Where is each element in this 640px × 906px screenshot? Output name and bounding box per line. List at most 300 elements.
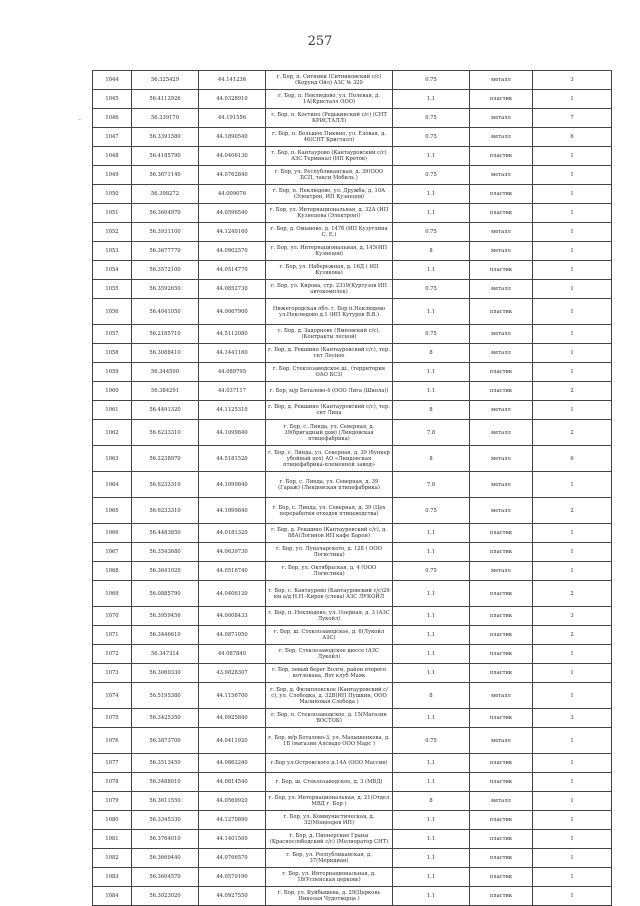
- container-count-cell: 1: [533, 344, 612, 363]
- address-cell: г. Бор, ш. Стеклозаводское, д. 3 (МВД): [266, 773, 393, 792]
- table-row: [93, 626, 612, 645]
- table-row: [93, 90, 612, 109]
- container-material-cell: металл: [470, 401, 533, 420]
- container-material-cell: пластик: [470, 382, 533, 401]
- container-material-cell: пластик: [470, 645, 533, 664]
- address-cell: г. Бор, д. Пионерские Граны (Краснослободский с/с) (Мелиоратор СНТ): [266, 830, 393, 849]
- latitude-cell: 56.4041050: [132, 299, 199, 325]
- address-cell: г. Бор, с. Линда, ул. Северная, д. 39 (Цех переработки отходов птицеводства): [266, 498, 393, 524]
- container-material-cell: пластик: [470, 185, 533, 204]
- table-row: [93, 607, 612, 626]
- container-volume-cell: 8: [393, 401, 470, 420]
- latitude-cell: 56.6233310: [132, 498, 199, 524]
- latitude-cell: 56.2185710: [132, 325, 199, 344]
- row-number: 1063: [93, 446, 132, 472]
- latitude-cell: 56.384291: [132, 382, 199, 401]
- latitude-cell: 56.3345330: [132, 811, 199, 830]
- container-material-cell: металл: [470, 472, 533, 498]
- row-number: 1052: [93, 223, 132, 242]
- table-row: [93, 242, 612, 261]
- row-number: 1055: [93, 280, 132, 299]
- address-cell: г. Бор, ш. Стеклозаводское, д. 6(Лукойл АЗС): [266, 626, 393, 645]
- container-volume-cell: 0.75: [393, 498, 470, 524]
- container-volume-cell: 0.75: [393, 128, 470, 147]
- address-cell: г. Бор, ул. Республиканская, д. 37(Меридиан): [266, 849, 393, 868]
- row-number: 1066: [93, 524, 132, 543]
- container-volume-cell: 1.1: [393, 524, 470, 543]
- address-cell: г. Бор, п. Неклюдово, ул. Озерная, д. 3 (АЗС Лукойл): [266, 607, 393, 626]
- address-cell: г. Бор, п. Большое Пикино, ул. Еловая, д. 46(СНТ Кристалл): [266, 128, 393, 147]
- table-row: [93, 344, 612, 363]
- container-count-cell: 1: [533, 830, 612, 849]
- container-material-cell: металл: [470, 562, 533, 581]
- row-number: 1050: [93, 185, 132, 204]
- table-row: [93, 363, 612, 382]
- row-number: 1048: [93, 147, 132, 166]
- container-material-cell: пластик: [470, 811, 533, 830]
- address-cell: г. Бор, д. Филипповское (Кантауровский с/с), ул. Слободка, д. 32В(ИП Пушкин, ООО Малиновая Слобода ): [266, 683, 393, 709]
- row-number: 1072: [93, 645, 132, 664]
- address-cell: Нижегородская обл. г. Бор п.Неклюдово ул.Неклюдово д.1 (ИП Кутуров В.В.): [266, 299, 393, 325]
- longitude-cell: 44.0862240: [199, 754, 266, 773]
- latitude-cell: 56.4112926: [132, 90, 199, 109]
- latitude-cell: 56.344500: [132, 363, 199, 382]
- longitude-cell: 44.0902570: [199, 242, 266, 261]
- longitude-cell: 44.0008433: [199, 607, 266, 626]
- container-count-cell: 1: [533, 90, 612, 109]
- longitude-cell: 44.0516740: [199, 562, 266, 581]
- longitude-cell: 44.0871050: [199, 626, 266, 645]
- longitude-cell: 44.191556: [199, 109, 266, 128]
- container-material-cell: пластик: [470, 524, 533, 543]
- row-number: 1062: [93, 420, 132, 446]
- table-row: [93, 128, 612, 147]
- container-material-cell: металл: [470, 325, 533, 344]
- container-volume-cell: 1.1: [393, 261, 470, 280]
- address-cell: г. Бор, д. Рекшино (Кантауровский с/с), тер. снт Лица: [266, 401, 393, 420]
- container-count-cell: 1: [533, 868, 612, 887]
- container-material-cell: металл: [470, 109, 533, 128]
- row-number: 1044: [93, 71, 132, 90]
- row-number: 1068: [93, 562, 132, 581]
- container-volume-cell: 1.1: [393, 299, 470, 325]
- address-cell: г. Бор, ул. Республиканская, д. 39(ООО БСП, такси Мобиль ): [266, 166, 393, 185]
- container-volume-cell: 8: [393, 683, 470, 709]
- container-count-cell: 1: [533, 754, 612, 773]
- latitude-cell: 56.3088410: [132, 344, 199, 363]
- latitude-cell: 56.3391580: [132, 128, 199, 147]
- address-cell: г. Бор, с. Линда, ул. Северная, д. 39 (Гараж) (Линдовская птицефабрика): [266, 472, 393, 498]
- longitude-cell: 44.1270890: [199, 811, 266, 830]
- container-material-cell: пластик: [470, 363, 533, 382]
- table-row: [93, 811, 612, 830]
- address-cell: г. Бор, д. Задорнове (Ямновский с/с), (Контракты лесной): [266, 325, 393, 344]
- container-material-cell: пластик: [470, 709, 533, 728]
- latitude-cell: 56.5195380: [132, 683, 199, 709]
- latitude-cell: 56.3069330: [132, 664, 199, 683]
- table-row: [93, 849, 612, 868]
- longitude-cell: 44.0406120: [199, 581, 266, 607]
- row-number: 1067: [93, 543, 132, 562]
- container-volume-cell: 1.1: [393, 664, 470, 683]
- longitude-cell: 44.0766570: [199, 849, 266, 868]
- address-cell: г. Бор, с. Линда, ул. Северная, д. 39(бригадный дом) (Линдовская птицефабрика): [266, 420, 393, 446]
- container-material-cell: пластик: [470, 626, 533, 645]
- address-cell: г. Бор, д. Рекшино (Кантауровский с/с), д. 88А(Логинов ИП кафе Барон): [266, 524, 393, 543]
- container-count-cell: 1: [533, 242, 612, 261]
- table-row: [93, 420, 612, 446]
- latitude-cell: 56.339170: [132, 109, 199, 128]
- table-row: [93, 664, 612, 683]
- row-number: 1076: [93, 728, 132, 754]
- container-material-cell: пластик: [470, 543, 533, 562]
- latitude-cell: 56.3488010: [132, 773, 199, 792]
- container-count-cell: 1: [533, 645, 612, 664]
- registry-table: [92, 70, 612, 906]
- container-volume-cell: 0.75: [393, 166, 470, 185]
- container-volume-cell: 1.1: [393, 754, 470, 773]
- row-number: 1080: [93, 811, 132, 830]
- address-cell: г. Бор, п. Костино (Редькинский с/с) (СНТ КРИСТАЛЛ): [266, 109, 393, 128]
- container-count-cell: 6: [533, 446, 612, 472]
- row-number: 1051: [93, 204, 132, 223]
- table-row: [93, 147, 612, 166]
- address-cell: г. Бор, ул. Набережная, д. 16Д ( ИП Кузякова): [266, 261, 393, 280]
- container-volume-cell: 0.75: [393, 280, 470, 299]
- row-number: 1077: [93, 754, 132, 773]
- latitude-cell: 56.4185790: [132, 147, 199, 166]
- container-volume-cell: 1.1: [393, 90, 470, 109]
- address-cell: г. Бор, ул. Интернациональная, д. 18(Успенская церковь): [266, 868, 393, 887]
- table-row: [93, 299, 612, 325]
- row-number: 1083: [93, 868, 132, 887]
- container-material-cell: пластик: [470, 830, 533, 849]
- latitude-cell: 56.3873700: [132, 728, 199, 754]
- table-row: [93, 498, 612, 524]
- longitude-cell: 44.0569920: [199, 792, 266, 811]
- container-volume-cell: 0.75: [393, 109, 470, 128]
- longitude-cell: 44.1125310: [199, 401, 266, 420]
- container-count-cell: 2: [533, 581, 612, 607]
- container-count-cell: 1: [533, 773, 612, 792]
- latitude-cell: 56.3669440: [132, 849, 199, 868]
- table-row: [93, 728, 612, 754]
- latitude-cell: 56.6233310: [132, 420, 199, 446]
- container-material-cell: пластик: [470, 887, 533, 906]
- container-count-cell: 1: [533, 261, 612, 280]
- longitude-cell: 44.1099840: [199, 498, 266, 524]
- container-volume-cell: 1.1: [393, 887, 470, 906]
- table-row: [93, 204, 612, 223]
- address-cell: г. Бор, ул. Интернациональная, д. 21(Отдел МВД г. Бор ): [266, 792, 393, 811]
- container-count-cell: 1: [533, 472, 612, 498]
- latitude-cell: 56.4483850: [132, 524, 199, 543]
- container-count-cell: 1: [533, 363, 612, 382]
- latitude-cell: 56.3604570: [132, 868, 199, 887]
- longitude-cell: 44.1099840: [199, 420, 266, 446]
- container-material-cell: металл: [470, 683, 533, 709]
- container-volume-cell: 0.75: [393, 562, 470, 581]
- container-material-cell: пластик: [470, 147, 533, 166]
- container-material-cell: металл: [470, 71, 533, 90]
- container-material-cell: металл: [470, 344, 533, 363]
- address-cell: г. Бор, м/р Боталово-4 (ООО Лига (Школа)): [266, 382, 393, 401]
- container-count-cell: 2: [533, 420, 612, 446]
- table-row: [93, 709, 612, 728]
- row-number: 1047: [93, 128, 132, 147]
- page-number: 257: [307, 34, 333, 49]
- container-count-cell: 1: [533, 849, 612, 868]
- container-material-cell: металл: [470, 128, 533, 147]
- address-cell: г. Бор, п. Кантаурово (Кантауровский с/с) АЗС Терминал (ИП Кротов): [266, 147, 393, 166]
- container-count-cell: 1: [533, 166, 612, 185]
- container-volume-cell: 1.1: [393, 811, 470, 830]
- container-volume-cell: 7.8: [393, 472, 470, 498]
- table-row: [93, 185, 612, 204]
- registry-table-body: [93, 71, 612, 906]
- container-count-cell: 1: [533, 524, 612, 543]
- table-row: [93, 280, 612, 299]
- address-cell: г. Бор, ул. Октябрьская, д. 4 (ООО Логистика): [266, 562, 393, 581]
- longitude-cell: 44.087840: [199, 645, 266, 664]
- container-volume-cell: 1.1: [393, 147, 470, 166]
- container-count-cell: 3: [533, 709, 612, 728]
- container-volume-cell: 1.1: [393, 626, 470, 645]
- row-number: 1054: [93, 261, 132, 280]
- longitude-cell: 44.0328910: [199, 90, 266, 109]
- container-count-cell: 1: [533, 887, 612, 906]
- row-number: 1057: [93, 325, 132, 344]
- row-number: 1069: [93, 581, 132, 607]
- table-row: [93, 401, 612, 420]
- table-row: [93, 645, 612, 664]
- container-count-cell: 1: [533, 683, 612, 709]
- container-count-cell: 2: [533, 626, 612, 645]
- container-volume-cell: 1.1: [393, 709, 470, 728]
- longitude-cell: 44.0181320: [199, 524, 266, 543]
- row-number: 1049: [93, 166, 132, 185]
- address-cell: г. Бор, ул. Интернациональная, д. 145(ИП Кузнецов): [266, 242, 393, 261]
- row-number: 1045: [93, 90, 132, 109]
- longitude-cell: 44.037117: [199, 382, 266, 401]
- latitude-cell: 56.4491320: [132, 401, 199, 420]
- container-volume-cell: 1.1: [393, 868, 470, 887]
- address-cell: г. Бор, ул. Интернациональная, д. 32А (ИП Кузнецова (Электрон)): [266, 204, 393, 223]
- table-row: [93, 683, 612, 709]
- container-count-cell: 1: [533, 185, 612, 204]
- row-number: 1071: [93, 626, 132, 645]
- longitude-cell: 44.5181520: [199, 446, 266, 472]
- latitude-cell: 56.3677770: [132, 242, 199, 261]
- container-volume-cell: 1.1: [393, 607, 470, 626]
- container-volume-cell: 1.1: [393, 382, 470, 401]
- latitude-cell: 56.325429: [132, 71, 199, 90]
- table-row: [93, 581, 612, 607]
- latitude-cell: 56.3543680: [132, 543, 199, 562]
- latitude-cell: 56.3959456: [132, 607, 199, 626]
- container-material-cell: металл: [470, 728, 533, 754]
- container-count-cell: 1: [533, 325, 612, 344]
- longitude-cell: 44.0570190: [199, 868, 266, 887]
- longitude-cell: 44.1240160: [199, 223, 266, 242]
- container-count-cell: 7: [533, 109, 612, 128]
- latitude-cell: 56.3572100: [132, 261, 199, 280]
- latitude-cell: 56.3671140: [132, 166, 199, 185]
- container-count-cell: 1: [533, 562, 612, 581]
- table-row: [93, 382, 612, 401]
- longitude-cell: 44.089795: [199, 363, 266, 382]
- table-row: [93, 754, 612, 773]
- row-number: 1058: [93, 344, 132, 363]
- address-cell: г. Бор, ул. Куйбышева, д. 29(Церковь Николая Чудотворца ): [266, 887, 393, 906]
- container-volume-cell: 8: [393, 446, 470, 472]
- address-cell: г.Бор ул.Островского д.14А (ООО Массив): [266, 754, 393, 773]
- container-volume-cell: 1.1: [393, 773, 470, 792]
- address-cell: г. Бор, Стеклозаводское ш., (территория ОАО БСЗ): [266, 363, 393, 382]
- latitude-cell: 56.3513450: [132, 754, 199, 773]
- latitude-cell: 56.3604970: [132, 204, 199, 223]
- container-volume-cell: 8: [393, 242, 470, 261]
- table-row: [93, 830, 612, 849]
- container-count-cell: 1: [533, 223, 612, 242]
- address-cell: г. Бор, п. Стеклозаводское, д. 15(Магазин ВОСТОК): [266, 709, 393, 728]
- longitude-cell: 44.1401500: [199, 830, 266, 849]
- latitude-cell: 56.2238970: [132, 446, 199, 472]
- container-material-cell: пластик: [470, 849, 533, 868]
- table-row: [93, 792, 612, 811]
- latitude-cell: 56.0885790: [132, 581, 199, 607]
- container-count-cell: 1: [533, 811, 612, 830]
- container-volume-cell: 8: [393, 344, 470, 363]
- container-volume-cell: 1.1: [393, 645, 470, 664]
- container-count-cell: 1: [533, 728, 612, 754]
- container-material-cell: пластик: [470, 607, 533, 626]
- latitude-cell: 56.3611550: [132, 792, 199, 811]
- row-number: 1060: [93, 382, 132, 401]
- container-count-cell: 1: [533, 664, 612, 683]
- container-volume-cell: 1.1: [393, 830, 470, 849]
- row-number: 1059: [93, 363, 132, 382]
- container-count-cell: 1: [533, 792, 612, 811]
- container-material-cell: металл: [470, 280, 533, 299]
- row-number: 1074: [93, 683, 132, 709]
- address-cell: г. Бор, ул. Кирова, стр. 2319(Куртузов ИП автокомплек): [266, 280, 393, 299]
- address-cell: г. Бор, м/р Боталово-3, ул. Малышенкова, д. 1Б (магазин Алсвадо ООО Марс ): [266, 728, 393, 754]
- address-cell: г. Бор, п. Неклюдово, ул. Полевая, д. 1А(Кристалл ООО): [266, 90, 393, 109]
- row-number: 1081: [93, 830, 132, 849]
- table-row: [93, 543, 612, 562]
- container-material-cell: металл: [470, 792, 533, 811]
- address-cell: г. Бор, д. Омыново, д. 147б (ИП Кузуглина С. Е.): [266, 223, 393, 242]
- latitude-cell: 56.3641020: [132, 562, 199, 581]
- longitude-cell: 44.0411920: [199, 728, 266, 754]
- row-number: 1065: [93, 498, 132, 524]
- row-number: 1070: [93, 607, 132, 626]
- longitude-cell: 44.0596540: [199, 204, 266, 223]
- longitude-cell: 44.0514770: [199, 261, 266, 280]
- table-row: [93, 109, 612, 128]
- latitude-cell: 56.3592650: [132, 280, 199, 299]
- latitude-cell: 56.347314: [132, 645, 199, 664]
- latitude-cell: 56.398272: [132, 185, 199, 204]
- row-number: 1056: [93, 299, 132, 325]
- longitude-cell: 43.9828307: [199, 664, 266, 683]
- latitude-cell: 56.3425350: [132, 709, 199, 728]
- container-material-cell: пластик: [470, 299, 533, 325]
- table-row: [93, 472, 612, 498]
- container-count-cell: 1: [533, 280, 612, 299]
- table-row: [93, 166, 612, 185]
- container-material-cell: металл: [470, 446, 533, 472]
- row-number: 1082: [93, 849, 132, 868]
- longitude-cell: 44.0814540: [199, 773, 266, 792]
- table-row: [93, 868, 612, 887]
- latitude-cell: 56.3931100: [132, 223, 199, 242]
- row-number: 1084: [93, 887, 132, 906]
- container-material-cell: пластик: [470, 204, 533, 223]
- row-number: 1064: [93, 472, 132, 498]
- table-row: [93, 71, 612, 90]
- longitude-cell: 44.1890540: [199, 128, 266, 147]
- container-volume-cell: 1.1: [393, 543, 470, 562]
- container-material-cell: металл: [470, 498, 533, 524]
- longitude-cell: 44.009076: [199, 185, 266, 204]
- container-volume-cell: 1.1: [393, 849, 470, 868]
- container-volume-cell: 1.1: [393, 185, 470, 204]
- container-count-cell: 1: [533, 401, 612, 420]
- container-volume-cell: 0.75: [393, 728, 470, 754]
- table-row: [93, 524, 612, 543]
- latitude-cell: 56.3023020: [132, 887, 199, 906]
- container-material-cell: пластик: [470, 261, 533, 280]
- container-volume-cell: 0.75: [393, 223, 470, 242]
- container-count-cell: 2: [533, 382, 612, 401]
- container-volume-cell: 1.1: [393, 581, 470, 607]
- container-material-cell: пластик: [470, 773, 533, 792]
- container-volume-cell: 0.75: [393, 71, 470, 90]
- longitude-cell: 44.141236: [199, 71, 266, 90]
- container-count-cell: 1: [533, 299, 612, 325]
- container-count-cell: 3: [533, 607, 612, 626]
- longitude-cell: 44.1441160: [199, 344, 266, 363]
- container-count-cell: 3: [533, 71, 612, 90]
- container-material-cell: пластик: [470, 581, 533, 607]
- longitude-cell: 44.0067900: [199, 299, 266, 325]
- longitude-cell: 44.1099840: [199, 472, 266, 498]
- container-material-cell: пластик: [470, 868, 533, 887]
- table-row: [93, 887, 612, 906]
- address-cell: г. Бор, п. Неклюдово, ул. Дружба, д. 10А (Электрон, ИП Кузнецов): [266, 185, 393, 204]
- longitude-cell: 44.0927550: [199, 887, 266, 906]
- table-row: [93, 223, 612, 242]
- row-number: 1075: [93, 709, 132, 728]
- container-volume-cell: 1.1: [393, 363, 470, 382]
- container-material-cell: металл: [470, 420, 533, 446]
- container-material-cell: пластик: [470, 754, 533, 773]
- container-count-cell: 6: [533, 128, 612, 147]
- latitude-cell: 56.3764010: [132, 830, 199, 849]
- container-count-cell: 2: [533, 498, 612, 524]
- address-cell: г. Бор, ул. Коммунистическая, д. 32(Мощеедов ИП): [266, 811, 393, 830]
- address-cell: г. Бор, левый берег Волги, район второго котлована, Яхт клуб Маяк: [266, 664, 393, 683]
- row-number: 1078: [93, 773, 132, 792]
- row-number: 1073: [93, 664, 132, 683]
- table-row: [93, 446, 612, 472]
- row-number: 1061: [93, 401, 132, 420]
- container-material-cell: металл: [470, 166, 533, 185]
- container-volume-cell: 8: [393, 792, 470, 811]
- container-count-cell: 1: [533, 543, 612, 562]
